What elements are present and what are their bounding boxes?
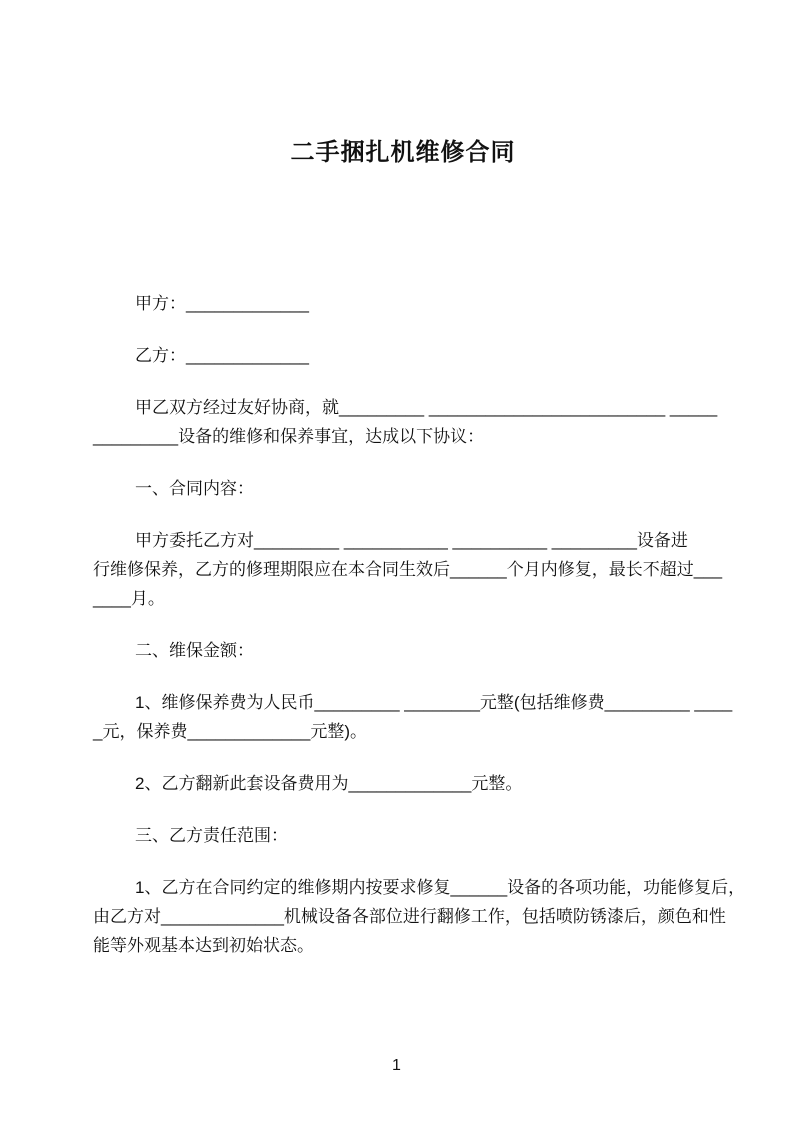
intro-paragraph-line-1: 甲乙双方经过友好协商，就_________ _________________________ _____ (135, 398, 718, 417)
section-1-heading: 一、合同内容： (135, 479, 254, 498)
section-1-paragraph-line-1: 甲方委托乙方对_________ ___________ __________ _________设备进 (135, 531, 688, 550)
section-3-item-1-line-2: 由乙方对_____________机械设备各部位进行翻修工作，包括喷防锈漆后，颜色和性 (93, 907, 726, 926)
section-3-item-1-line-3: 能等外观基本达到初始状态。 (93, 936, 314, 955)
document-body (0, 136, 793, 960)
section-3-item-1-line-1: 1、乙方在合同约定的维修期内按要求修复______设备的各项功能，功能修复后， (135, 878, 746, 897)
section-2-item-1-line-1: 1、维修保养费为人民币_________ ________元整(包括维修费_________ ____ (135, 693, 733, 712)
intro-paragraph-line-2: _________设备的维修和保养事宜，达成以下协议： (93, 427, 485, 446)
page-number: 1 (392, 1057, 401, 1074)
section-1-paragraph-line-3: ____月。 (93, 589, 165, 608)
party-b-line: 乙方：_____________ (135, 346, 309, 365)
section-2-item-2: 2、乙方翻新此套设备费用为_____________元整。 (135, 774, 523, 793)
section-2-heading: 二、维保金额： (135, 641, 254, 660)
section-1-paragraph-line-2: 行维修保养，乙方的修理期限应在本合同生效后______个月内修复，最长不超过___ (93, 560, 723, 579)
section-3-heading: 三、乙方责任范围： (135, 826, 288, 845)
party-a-line: 甲方：_____________ (135, 294, 309, 313)
section-2-item-1-line-2: _元，保养费_____________元整)。 (93, 722, 368, 741)
contract-title: 二手捆扎机维修合同 (290, 139, 516, 166)
